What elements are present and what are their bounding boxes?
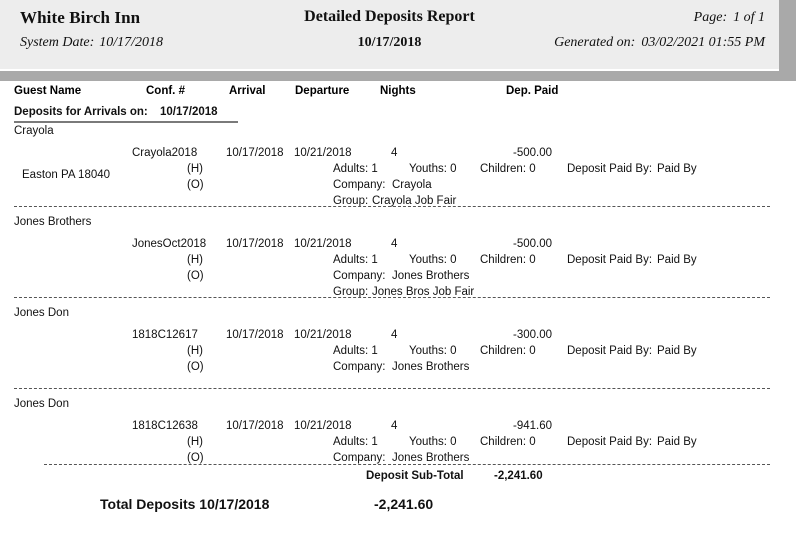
report-page-header — [0, 0, 779, 69]
record-adults: Adults: 1 — [333, 163, 378, 175]
total-deposits-value: -2,241.60 — [374, 496, 434, 512]
record-youths: Youths: 0 — [409, 436, 457, 448]
record-deposit-paid-by-value: Paid By — [657, 436, 697, 448]
record-youths: Youths: 0 — [409, 163, 457, 175]
deposit-record — [0, 216, 796, 302]
deposit-subtotal-row — [0, 470, 796, 486]
column-header-conf: Conf. # — [146, 85, 185, 97]
arrivals-section-date: 10/17/2018 — [160, 106, 218, 118]
record-company-value: Jones Brothers — [392, 452, 470, 464]
page-label: Page: — [693, 10, 728, 25]
record-nights: 4 — [391, 420, 398, 432]
record-children: Children: 0 — [480, 345, 536, 357]
generated-on-value: 03/02/2021 01:55 PM — [641, 35, 765, 50]
record-arrival-date: 10/17/2018 — [226, 329, 284, 341]
column-header-guest-name: Guest Name — [14, 85, 82, 97]
header-separator-band — [0, 71, 779, 81]
report-date: 10/17/2018 — [357, 35, 422, 50]
deposit-record — [0, 125, 796, 211]
record-youths: Youths: 0 — [409, 254, 457, 266]
record-guest-name: Jones Don — [14, 307, 69, 319]
property-name: White Birch Inn — [20, 8, 141, 27]
record-phone-home-code: (H) — [187, 254, 203, 266]
record-deposit-paid-amount: -300.00 — [512, 329, 552, 341]
record-separator — [14, 388, 770, 389]
generated-on-label: Generated on: — [554, 35, 636, 50]
record-departure-date: 10/21/2018 — [294, 329, 352, 341]
record-youths: Youths: 0 — [409, 345, 457, 357]
record-arrival-date: 10/17/2018 — [226, 147, 284, 159]
record-company-value: Jones Brothers — [392, 270, 470, 282]
record-group-value: Crayola Job Fair — [372, 195, 457, 207]
report-title: Detailed Deposits Report — [304, 8, 475, 25]
record-deposit-paid-amount: -941.60 — [512, 420, 552, 432]
column-header-departure: Departure — [295, 85, 350, 97]
record-adults: Adults: 1 — [333, 345, 378, 357]
record-phone-home-code: (H) — [187, 345, 203, 357]
generated-on-wrap — [554, 33, 765, 51]
record-arrival-date: 10/17/2018 — [226, 238, 284, 250]
record-phone-other-code: (O) — [187, 361, 204, 373]
record-separator — [14, 206, 770, 207]
record-group-label: Group: — [333, 286, 369, 298]
record-nights: 4 — [391, 329, 398, 341]
record-company-value: Jones Brothers — [392, 361, 470, 373]
record-confirmation-number: JonesOct2018 — [132, 238, 207, 250]
column-header-dep-paid: Dep. Paid — [506, 85, 559, 97]
record-children: Children: 0 — [480, 436, 536, 448]
system-date-label: System Date: — [20, 35, 95, 50]
record-adults: Adults: 1 — [333, 254, 378, 266]
column-header-nights: Nights — [380, 85, 416, 97]
record-company-value: Crayola — [392, 179, 432, 191]
deposit-subtotal-label: Deposit Sub-Total — [366, 470, 464, 482]
report-title-wrap — [0, 8, 779, 26]
record-deposit-paid-by-label: Deposit Paid By: — [567, 254, 653, 266]
record-guest-name: Jones Don — [14, 398, 69, 410]
header-right-gutter — [779, 0, 796, 81]
record-company-label: Company: — [333, 270, 386, 282]
arrivals-section-header — [14, 106, 238, 123]
record-departure-date: 10/21/2018 — [294, 147, 352, 159]
record-confirmation-number: Crayola2018 — [132, 147, 198, 159]
record-children: Children: 0 — [480, 163, 536, 175]
record-departure-date: 10/21/2018 — [294, 238, 352, 250]
record-nights: 4 — [391, 238, 398, 250]
total-deposits-row — [0, 496, 796, 516]
record-deposit-paid-by-value: Paid By — [657, 345, 697, 357]
record-deposit-paid-by-label: Deposit Paid By: — [567, 345, 653, 357]
record-phone-home-code: (H) — [187, 436, 203, 448]
record-deposit-paid-by-label: Deposit Paid By: — [567, 163, 653, 175]
header-row-primary — [0, 8, 779, 34]
record-phone-other-code: (O) — [187, 270, 204, 282]
record-deposit-paid-by-value: Paid By — [657, 254, 697, 266]
record-confirmation-number: 1818C12617 — [132, 329, 198, 341]
record-group-label: Group: — [333, 195, 369, 207]
page-indicator — [694, 8, 765, 26]
total-deposits-label: Total Deposits 10/17/2018 — [100, 496, 270, 512]
page-value: 1 of 1 — [733, 10, 765, 25]
record-departure-date: 10/21/2018 — [294, 420, 352, 432]
record-guest-address: Easton PA 18040 — [22, 169, 111, 181]
record-deposit-paid-amount: -500.00 — [512, 147, 552, 159]
record-adults: Adults: 1 — [333, 436, 378, 448]
table-column-headers — [0, 85, 796, 101]
record-guest-name: Crayola — [14, 125, 54, 137]
record-nights: 4 — [391, 147, 398, 159]
record-children: Children: 0 — [480, 254, 536, 266]
subtotal-separator — [44, 464, 770, 465]
record-deposit-paid-by-label: Deposit Paid By: — [567, 436, 653, 448]
record-phone-other-code: (O) — [187, 452, 204, 464]
record-company-label: Company: — [333, 452, 386, 464]
record-guest-name: Jones Brothers — [14, 216, 92, 228]
deposit-record — [0, 307, 796, 393]
record-company-label: Company: — [333, 361, 386, 373]
record-arrival-date: 10/17/2018 — [226, 420, 284, 432]
record-deposit-paid-by-value: Paid By — [657, 163, 697, 175]
record-deposit-paid-amount: -500.00 — [512, 238, 552, 250]
record-phone-other-code: (O) — [187, 179, 204, 191]
record-company-label: Company: — [333, 179, 386, 191]
header-row-secondary — [0, 33, 779, 59]
column-header-arrival: Arrival — [229, 85, 266, 97]
record-phone-home-code: (H) — [187, 163, 203, 175]
record-group-value: Jones Bros Job Fair — [372, 286, 475, 298]
record-separator — [14, 297, 770, 298]
system-date-value: 10/17/2018 — [99, 35, 164, 50]
arrivals-section-label: Deposits for Arrivals on: — [14, 106, 148, 118]
record-confirmation-number: 1818C12638 — [132, 420, 198, 432]
deposit-subtotal-value: -2,241.60 — [494, 470, 543, 482]
